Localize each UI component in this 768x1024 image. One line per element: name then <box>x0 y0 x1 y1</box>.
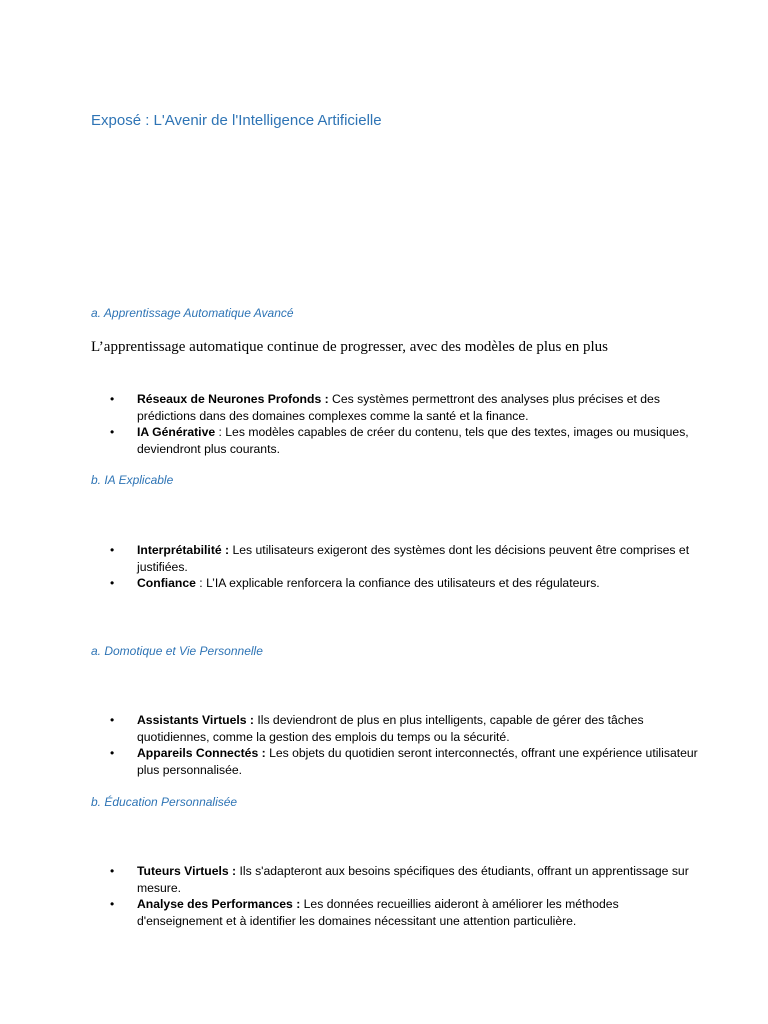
bullet-text: Les données recueillies aideront à améliorer les méthodes d'enseignement et à identifier les domaines nécessitant une attention particulière. <box>137 897 619 928</box>
bullet-term: IA Générative <box>137 425 216 439</box>
list-item <box>110 712 700 745</box>
bullet-list-apprentissage <box>110 391 700 457</box>
bullet-list-education <box>110 863 700 929</box>
bullet-icon: • <box>110 897 115 911</box>
section-paragraph: L’apprentissage automatique continue de progresser, avec des modèles de plus en plus <box>91 339 609 355</box>
list-item <box>110 745 700 778</box>
bullet-icon: • <box>110 713 115 727</box>
bullet-text: Ces systèmes permettront des analyses plus précises et des prédictions dans des domaines complexes comme la santé et la finance. <box>137 392 660 423</box>
bullet-icon: • <box>110 864 115 878</box>
bullet-term: Confiance <box>137 576 196 590</box>
bullet-text: Ils deviendront de plus en plus intelligents, capable de gérer des tâches quotidiennes, comme la gestion des emplois du temps ou la sécurité. <box>137 713 644 744</box>
bullet-term: Interprétabilité : <box>137 543 230 557</box>
document-title: Exposé : L'Avenir de l'Intelligence Artificielle <box>91 112 382 129</box>
bullet-term: Analyse des Performances : <box>137 897 301 911</box>
bullet-icon: • <box>110 746 115 760</box>
section-heading-apprentissage: a. Apprentissage Automatique Avancé <box>91 306 294 320</box>
bullet-term: Tuteurs Virtuels : <box>137 864 237 878</box>
list-item <box>110 391 700 424</box>
bullet-icon: • <box>110 425 115 439</box>
list-item <box>110 896 700 929</box>
section-heading-ia-explicable: b. IA Explicable <box>91 473 174 487</box>
bullet-text: Ils s'adapteront aux besoins spécifiques des étudiants, offrant un apprentissage sur mesure. <box>137 864 689 895</box>
list-item <box>110 863 700 896</box>
bullet-list-ia-explicable <box>110 542 700 592</box>
list-item <box>110 575 700 592</box>
bullet-icon: • <box>110 543 115 557</box>
bullet-text: Les utilisateurs exigeront des systèmes dont les décisions peuvent être comprises et justifiées. <box>137 543 690 574</box>
bullet-icon: • <box>110 576 115 590</box>
bullet-term: Appareils Connectés : <box>137 746 266 760</box>
bullet-term: Assistants Virtuels : <box>137 713 254 727</box>
list-item <box>110 542 700 575</box>
bullet-list-domotique <box>110 712 700 778</box>
bullet-text: : L’IA explicable renforcera la confiance des utilisateurs et des régulateurs. <box>195 576 600 590</box>
bullet-text: Les objets du quotidien seront interconnectés, offrant une expérience utilisateur plus personnalisée. <box>137 746 698 777</box>
section-heading-domotique: a. Domotique et Vie Personnelle <box>91 644 263 658</box>
bullet-text: : Les modèles capables de créer du contenu, tels que des textes, images ou musiques, deviendront plus courants. <box>137 425 689 456</box>
bullet-term: Réseaux de Neurones Profonds : <box>137 392 329 406</box>
section-heading-education: b. Éducation Personnalisée <box>91 795 238 809</box>
bullet-icon: • <box>110 392 115 406</box>
list-item <box>110 424 700 457</box>
